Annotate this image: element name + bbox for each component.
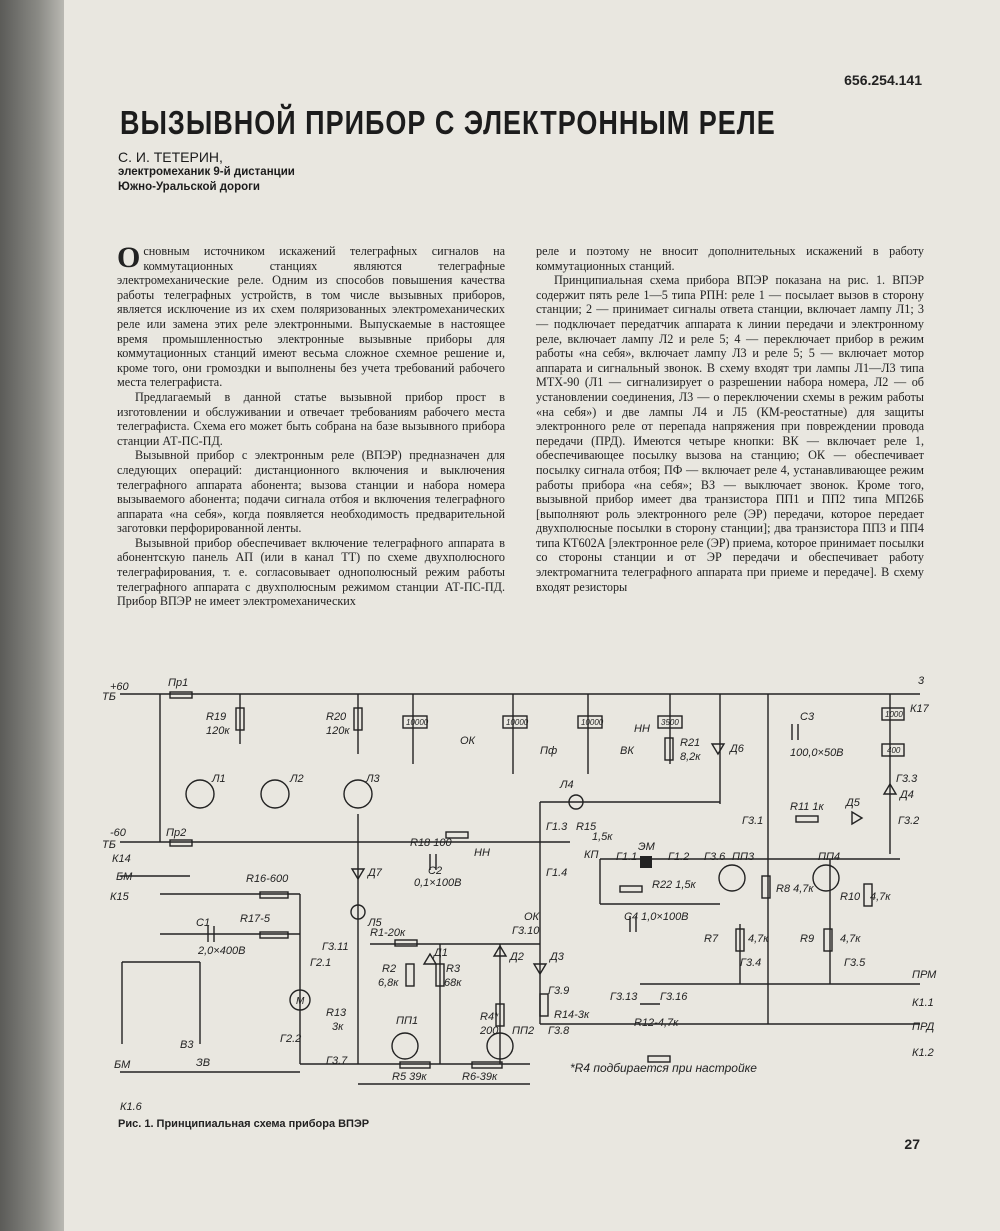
schematic-label: С2 — [428, 865, 443, 877]
schematic-label: С4 1,0×100В — [624, 911, 689, 923]
schematic-label: ПРМ — [912, 969, 937, 981]
schematic-label: Д5 — [846, 797, 860, 809]
schematic-label: Пр2 — [166, 827, 187, 839]
schematic-label: Л4 — [560, 779, 574, 791]
schematic-label: 8,2к — [680, 751, 701, 763]
schematic-label: Пр1 — [168, 677, 189, 689]
schematic-label: 1000 — [885, 710, 903, 719]
schematic-label: Д1 — [434, 947, 448, 959]
left-column — [117, 241, 505, 609]
paragraph-text: сновным источником искажений телеграфных сигналов на коммутационных станциях являются телеграфные электромеханические реле. Одним из способов повышения качества работы телеграфных устройств, в том числе вызывных приборов, является исключение из их схем поляризованных электромеханических реле или замена этих реле электронными. Выпускаемые в настоящее время промышленностью электронные вызывные приборы для коммутационных станций имеют весьма сложное схемное решение и, кроме того, они громоздки и выполнены без учета требований рабочего места телеграфиста. — [117, 244, 505, 390]
schematic-label: К1.6 — [120, 1101, 142, 1113]
schematic-label: БМ — [116, 871, 133, 883]
schematic-label: ОК — [524, 911, 540, 923]
paragraph: Вызывной прибор обеспечивает включение телеграфного аппарата в абонентскую панель АП (или в канал ТТ) по схеме двухполюсного телеграфирования, т. е. согласовывает однополюсный режим работы телеграфного аппарата с двухполюсным режимом станции АТ-ПС-ПД. Прибор ВПЭР не имеет электромеханических — [117, 535, 505, 609]
schematic-label: R14-3к — [554, 1009, 590, 1021]
author-position: электромеханик 9-й дистанции — [118, 166, 295, 178]
schematic-label: В3 — [180, 1039, 194, 1051]
schematic-label: ЭМ — [638, 841, 655, 853]
author-name: С. И. ТЕТЕРИН, — [118, 149, 223, 165]
schematic-label: Г3.3 — [896, 773, 918, 785]
schematic-label: 2,0×400В — [198, 945, 246, 957]
schematic-label: Г3.13 — [610, 991, 638, 1003]
schematic-label: 3 — [918, 675, 925, 687]
schematic-label: 3к — [332, 1021, 344, 1033]
schematic-label: R18 100 — [410, 837, 452, 849]
page-number: 27 — [904, 1136, 920, 1152]
schematic-label: Г2.2 — [280, 1033, 302, 1045]
schematic-label: 0,1×100В — [414, 877, 462, 889]
schematic-label: R22 1,5к — [652, 879, 696, 891]
schematic-label: Г3.4 — [740, 957, 762, 969]
schematic-label: К15 — [110, 891, 129, 903]
schematic-label: Г1.4 — [546, 867, 568, 879]
schematic-label: НН — [474, 847, 490, 859]
schematic-label: 100,0×50В — [790, 747, 844, 759]
schematic-label: Л5 — [368, 917, 382, 929]
schematic-label: БМ — [114, 1059, 131, 1071]
schematic-label: Г1.3 — [546, 821, 568, 833]
schematic-label: Г3.10 — [512, 925, 540, 937]
schematic-label: 120к — [326, 725, 350, 737]
schematic-label: Г3.9 — [548, 985, 570, 997]
schematic-label: Л2 — [290, 773, 304, 785]
right-column — [536, 244, 924, 594]
schematic-label: 68к — [444, 977, 462, 989]
schematic-label: Г3.5 — [844, 957, 866, 969]
schematic-label: R8 4,7к — [776, 883, 814, 895]
schematic-label: R10 — [840, 891, 861, 903]
schematic-label: Г3.11 — [322, 941, 349, 953]
schematic-label: Пф — [540, 745, 558, 757]
paragraph: Предлагаемый в данной статье вызывной прибор прост в изготовлении и обслуживании и отвечает требованиям рабочего места телеграфиста. Схема его может быть собрана на базе вызывного прибора станции АТ-ПС-ПД. — [117, 389, 505, 448]
schematic-label: Д2 — [510, 951, 524, 963]
schematic-label: R16-600 — [246, 873, 289, 885]
udc-code: 656.254.141 — [844, 72, 922, 88]
schematic-label: 10000 — [506, 718, 529, 727]
schematic-label: R19 — [206, 711, 227, 723]
schematic-label: Г3.16 — [660, 991, 688, 1003]
schematic-label: Г1.2 — [668, 851, 690, 863]
schematic-label: К14 — [112, 853, 131, 865]
figure-caption: Рис. 1. Принципиальная схема прибора ВПЭР — [118, 1118, 370, 1130]
schematic-label: Г3.6 — [704, 851, 726, 863]
schematic-label: R2 — [382, 963, 397, 975]
schematic-label: КП — [584, 849, 599, 861]
schematic-label: R3 — [446, 963, 461, 975]
schematic-label: R13 — [326, 1007, 347, 1019]
schematic-label: 4,7к — [870, 891, 891, 903]
schematic-label: С3 — [800, 711, 815, 723]
schematic-label: R6-39к — [462, 1071, 498, 1083]
schematic-label: Д3 — [550, 951, 564, 963]
schematic-label: 4,7к — [748, 933, 769, 945]
electromagnet-em — [640, 856, 652, 868]
schematic-label: К1.2 — [912, 1047, 934, 1059]
schematic-label: R17-5 — [240, 913, 270, 925]
drop-cap: О — [117, 241, 141, 274]
schematic-label: 3500 — [661, 718, 679, 727]
schematic-label: R11 1к — [790, 801, 824, 813]
author-road: Южно-Уральской дороги — [118, 181, 260, 193]
paragraph: реле и поэтому не вносит дополнительных искажений в работу коммутационных станций. — [536, 244, 924, 273]
schematic-label: Д4 — [900, 789, 914, 801]
schematic-label: *R4 подбирается при настройке — [570, 1061, 757, 1075]
schematic-label: -60 — [110, 827, 126, 839]
schematic-label: R21 — [680, 737, 701, 749]
schematic-label: НН — [634, 723, 650, 735]
schematic-label: R1-20к — [370, 927, 406, 939]
schematic-label: К17 — [910, 703, 929, 715]
schematic-label: Л1 — [212, 773, 226, 785]
schematic-label: +60 — [110, 681, 129, 693]
schematic-label: 120к — [206, 725, 230, 737]
schematic-label: ЗВ — [196, 1057, 211, 1069]
schematic-label: Г3.8 — [548, 1025, 570, 1037]
schematic-label: 200 — [480, 1025, 499, 1037]
schematic-label: ВК — [620, 745, 634, 757]
schematic-label: R4* — [480, 1011, 499, 1023]
schematic-label: ПП2 — [512, 1025, 535, 1037]
author-block — [118, 150, 295, 195]
paragraph: Вызывной прибор с электронным реле (ВПЭР) предназначен для следующих операций: дистанционного включения и выключения телеграфного аппарата абонента; вызова станции и набора номера вызываемого абонента; подачи сигнала отбоя и включения телеграфного аппарата «на себя», когда появляется необходимость предварительной заготовки перфорированной ленты. — [117, 448, 505, 536]
circuit-schematic — [100, 664, 940, 1120]
schematic-label: ОК — [460, 735, 476, 747]
book-spine — [0, 0, 64, 1231]
schematic-label: 10000 — [406, 718, 429, 727]
schematic-label: R12-4,7к — [634, 1017, 679, 1029]
schematic-label: К1.1 — [912, 997, 934, 1009]
schematic-label: Г3.1 — [742, 815, 764, 827]
schematic-label: М — [296, 996, 305, 1007]
schematic-label: Г3.2 — [898, 815, 920, 827]
schematic-label: Л3 — [366, 773, 380, 785]
schematic-label: ПРД — [912, 1021, 935, 1033]
schematic-label: R9 — [800, 933, 815, 945]
schematic-label: ПП1 — [396, 1015, 419, 1027]
schematic-label: Д7 — [368, 867, 382, 879]
schematic-label: Д6 — [730, 743, 744, 755]
paragraph: Принципиальная схема прибора ВПЭР показана на рис. 1. ВПЭР содержит пять реле 1—5 типа РПН: реле 1 — посылает вызов в сторону станции; 2 — принимает сигналы ответа станции, включает лампу Л1; 3 — подключает передатчик аппарата к линии передачи и электронному реле, включает лампу Л2 и реле 5; 4 — переключает прибор в режим работы «на себя», включает лампу Л3 и реле 5; 5 — включает мотор аппарата и сигнальный звонок. В схему входят три лампы Л1—Л3 типа МТХ-90 (Л1 — сигнализирует о разрешении набора номера, Л2 — об установлении соединения, Л3 — о переключении схемы в режим работы «на себя») и две лампы Л4 и Л5 (КМ-реостатные) для защиты электронного реле от перепада напряжения при повреждении провода передачи (ПРД). Имеются четыре кнопки: ВК — включает реле 1, обеспечивающее посылку вызова на станцию; ОК — обеспечивает посылку сигнала отбоя; ПФ — включает реле 4, устанавливающее режим работы прибора «на себя»; ВЗ — выключает звонок. Кроме того, вызывной прибор имеет два транзистора ПП1 и ПП2 типа МП26Б [выполняют роль электронного реле (ЭР) передачи, которое передает двухполюсные посылки в сторону станции]; два транзистора ПП3 и ПП4 типа КТ602А [электронное реле (ЭР) приема, которое принимает посылки со стороны станции и от ЭР передачи и обеспечивает работу электромагнита телеграфного аппарата при приеме и передаче]. В схему входят резисторы — [536, 273, 924, 594]
schematic-label: R15 — [576, 821, 597, 833]
schematic-label: R7 — [704, 933, 719, 945]
schematic-label: 1,5к — [592, 831, 613, 843]
schematic-label: R20 — [326, 711, 347, 723]
schematic-label: 400 — [887, 746, 901, 755]
schematic-label: 6,8к — [378, 977, 399, 989]
schematic-label: ПП4 — [818, 851, 841, 863]
paragraph — [117, 241, 505, 390]
schematic-label: ТБ — [102, 691, 116, 703]
schematic-label: Г3.7 — [326, 1055, 348, 1067]
article-title: ВЫЗЫВНОЙ ПРИБОР С ЭЛЕКТРОННЫМ РЕЛЕ — [120, 104, 776, 142]
schematic-label: С1 — [196, 917, 211, 929]
schematic-label: Г1.1 — [616, 851, 638, 863]
schematic-label: 4,7к — [840, 933, 861, 945]
schematic-label: ТБ — [102, 839, 116, 851]
schematic-label: Г2.1 — [310, 957, 332, 969]
schematic-label: ПП3 — [732, 851, 755, 863]
schematic-label: R5 39к — [392, 1071, 427, 1083]
schematic-label: 10000 — [581, 718, 604, 727]
